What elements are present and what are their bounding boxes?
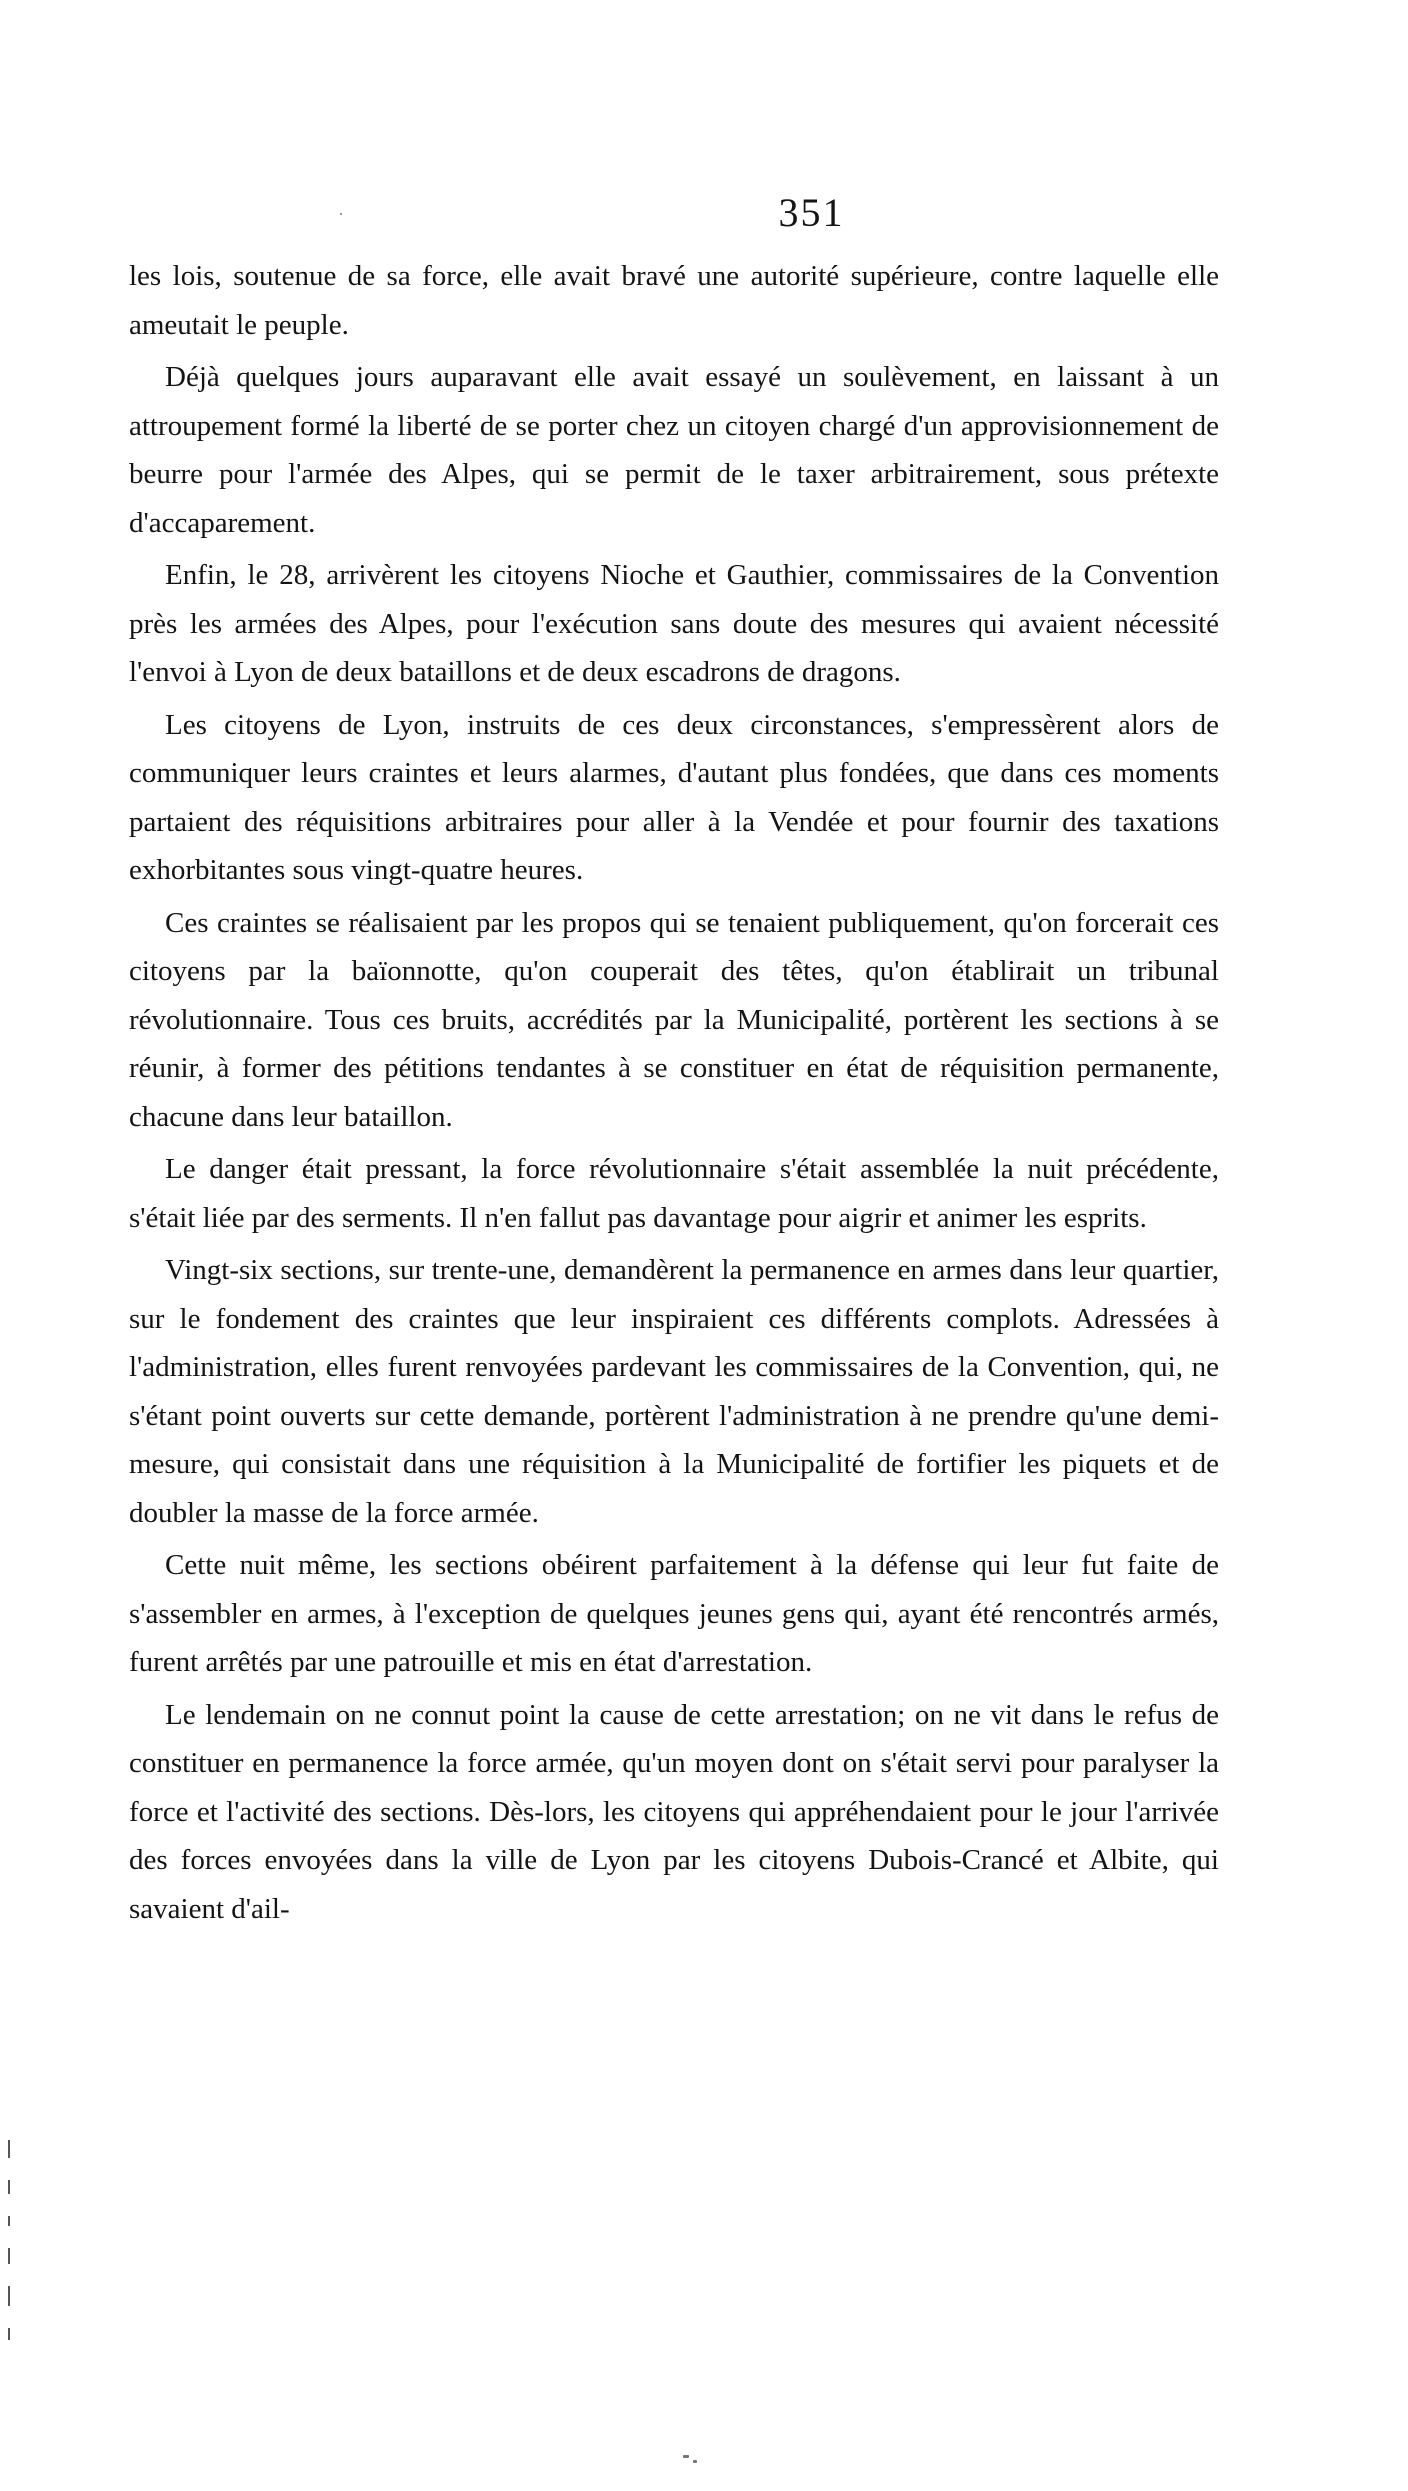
paragraph-6: Le danger était pressant, la force révolutionnaire s'était assemblée la nuit précédente, s'était liée par des serments. Il n'en fallut pas davantage pour aigrir et animer les esprits. [129,1153,1219,1234]
scan-mark [8,2328,10,2340]
paragraph-9: Le lendemain on ne connut point la cause de cette arrestation; on ne vit dans le refus de constituer en permanence la force armée, qu'un moyen dont on s'était servi pour paralyser la force et l'activité des sections. Dès-lors, les citoyens qui appréhendaient pour le jour l'arrivée des forces envoyées dans la ville de Lyon par les citoyens Dubois-Crancé et Albite, qui savaient d'ail- [129,1698,1219,1925]
paragraph-5: Ces craintes se réalisaient par les propos qui se tenaient publiquement, qu'on forcerait ces citoyens par la baïonnotte, qu'on couperait des têtes, qu'on établirait un tribunal révolutionnaire. Tous ces bruits, accrédités par la Municipalité, portèrent les sections à se réunir, à former des pétitions tendantes à se constituer en état de réquisition permanente, chacune dans leur bataillon. [129,906,1219,1133]
paragraph-8: Cette nuit même, les sections obéirent parfaitement à la défense qui leur fut faite de s'assembler en armes, à l'exception de quelques jeunes gens qui, ayant été rencontrés armés, furent arrêtés par une patrouille et mis en état d'arrestation. [129,1549,1219,1678]
body-text [129,252,1219,1937]
paragraph-7: Vingt-six sections, sur trente-une, demandèrent la permanence en armes dans leur quartier, sur le fondement des craintes que leur inspiraient ces différents complots. Adressées à l'administration, elles furent renvoyées pardevant les commissaires de la Convention, qui, ne s'étant point ouverts sur cette demande, portèrent l'administration à ne prendre qu'une demi-mesure, qui consistait dans une réquisition à la Municipalité de fortifier les piquets et de doubler la masse de la force armée. [129,1254,1219,1529]
paragraph-1: les lois, soutenue de sa force, elle avait bravé une autorité supérieure, contre laquelle elle ameutait le peuple. [129,260,1219,341]
page-number: 351 [778,190,845,235]
paragraph-4: Les citoyens de Lyon, instruits de ces deux circonstances, s'empressèrent alors de communiquer leurs craintes et leurs alarmes, d'autant plus fondées, que dans ces moments partaient des réquisitions arbitraires pour aller à la Vendée et pour fournir des taxations exhorbitantes sous vingt-quatre heures. [129,708,1219,886]
scan-mark [8,2216,10,2226]
scan-mark [8,2140,10,2158]
scan-speck [693,2460,697,2463]
paragraph-2: Déjà quelques jours auparavant elle avait essayé un soulèvement, en laissant à un attroupement formé la liberté de se porter chez un citoyen chargé d'un approvisionnement de beurre pour l'armée des Alpes, qui se permit de le taxer arbitrairement, sous prétexte d'accaparement. [129,361,1219,539]
scan-mark [8,2248,10,2264]
scan-edge-marks [8,2140,11,2400]
scan-mark [8,2180,10,2194]
scan-speck [340,213,342,215]
scan-mark [8,2286,10,2306]
paragraph-3: Enfin, le 28, arrivèrent les citoyens Nioche et Gauthier, commissaires de la Convention près les armées des Alpes, pour l'exécution sans doute des mesures qui avaient nécessité l'envoi à Lyon de deux bataillons et de deux escadrons de dragons. [129,559,1219,688]
scan-speck [683,2455,689,2458]
